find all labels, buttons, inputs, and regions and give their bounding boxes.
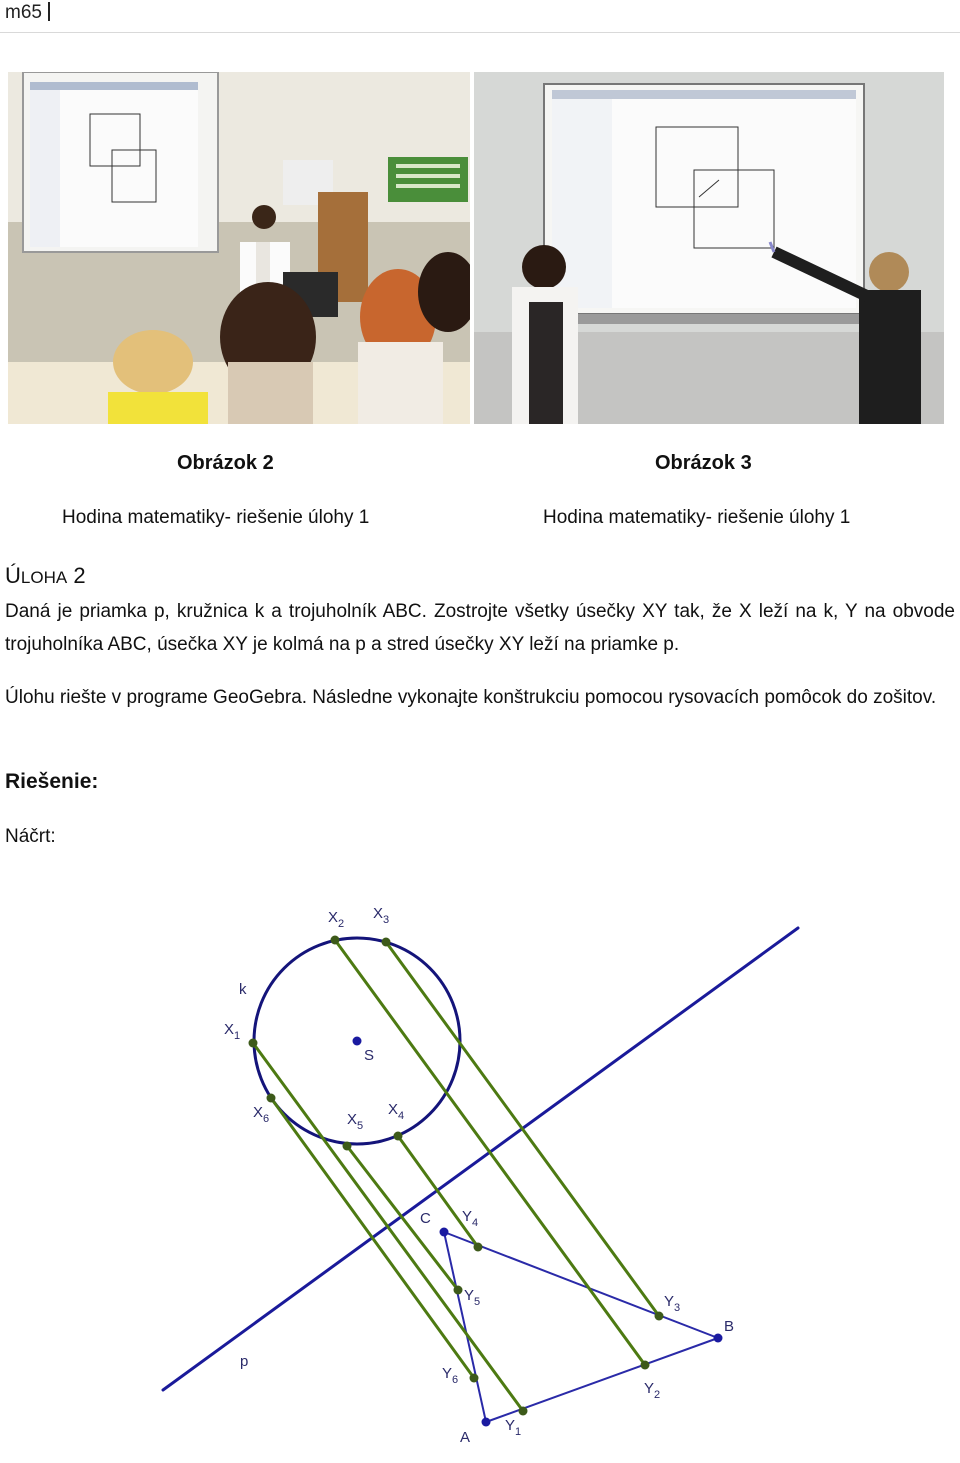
figure-3-title: Obrázok 3: [655, 452, 752, 474]
label-x2: $X_2$: [328, 909, 345, 930]
segment-x6y6: [271, 1098, 474, 1378]
task-title-number: 2: [73, 563, 86, 588]
label-x1: $X_1$: [224, 1021, 241, 1042]
label-y6: $Y_6$: [442, 1365, 459, 1386]
classroom-photo-2: [474, 72, 944, 424]
segment-x1y1: [253, 1043, 523, 1411]
point-s: [353, 1037, 362, 1046]
label-s: S: [364, 1047, 375, 1064]
segment-x3y3: [386, 942, 659, 1316]
task-paragraph-2: Úlohu riešte v programe GeoGebra. Následne vykonajte konštrukciu pomocou rysovacích pomôcok do zošitov.: [5, 687, 937, 708]
task-title-initial: Ú: [5, 563, 21, 588]
label-p: p: [240, 1353, 249, 1370]
point-x4: [394, 1132, 403, 1141]
classroom-photo-1: [8, 72, 470, 424]
point-x6: [267, 1094, 276, 1103]
point-x1: [249, 1039, 258, 1048]
label-y2: $Y_2$: [644, 1380, 661, 1401]
page-header: [0, 0, 960, 33]
label-x4: $X_4$: [388, 1101, 405, 1122]
point-y5: [454, 1286, 463, 1295]
sketch-label: Náčrt:: [5, 826, 56, 847]
triangle-side-ca: [444, 1232, 486, 1422]
label-x5: $X_5$: [347, 1111, 364, 1132]
point-x3: [382, 938, 391, 947]
geometry-sketch: [0, 860, 960, 1460]
task-title-smallcaps: LOHA: [20, 568, 68, 587]
triangle-side-bc: [444, 1232, 718, 1338]
point-y1: [519, 1407, 528, 1416]
label-y3: $Y_3$: [664, 1293, 681, 1314]
task-title: [5, 563, 86, 589]
task-paragraph-1: Daná je priamka p, kružnica k a trojuholník ABC. Zostrojte všetky úsečky XY tak, že X leží na k, Y na obvode trojuholníka ABC, úsečka XY je kolmá na p a stred úsečky XY leží na priamke p.: [5, 601, 955, 655]
figure-2-caption: Hodina matematiky- riešenie úlohy 1: [62, 507, 370, 528]
label-k: k: [239, 981, 247, 998]
text-cursor: [48, 2, 50, 21]
line-p: [163, 928, 798, 1390]
point-x2: [331, 936, 340, 945]
point-c: [440, 1228, 449, 1237]
label-y5: $Y_5$: [464, 1287, 481, 1308]
point-b: [714, 1334, 723, 1343]
point-y6: [470, 1374, 479, 1383]
label-x3: $X_3$: [373, 905, 390, 926]
label-a: A: [460, 1429, 471, 1446]
solution-heading: Riešenie:: [5, 770, 99, 793]
segment-x4y4: [398, 1136, 478, 1247]
point-y4: [474, 1243, 483, 1252]
point-y2: [641, 1361, 650, 1370]
point-y3: [655, 1312, 664, 1321]
label-x6: $X_6$: [253, 1104, 270, 1125]
label-y1: $Y_1$: [505, 1417, 522, 1438]
label-b: B: [724, 1318, 735, 1335]
segment-x5y5: [347, 1146, 458, 1290]
label-y4: $Y_4$: [462, 1208, 479, 1229]
figure-2-title: Obrázok 2: [177, 452, 274, 474]
page-label[interactable]: m65: [5, 2, 50, 24]
label-c: C: [420, 1210, 431, 1227]
figure-3-caption: Hodina matematiky- riešenie úlohy 1: [543, 507, 851, 528]
point-a: [482, 1418, 491, 1427]
segment-x2y2: [335, 940, 645, 1365]
point-x5: [343, 1142, 352, 1151]
